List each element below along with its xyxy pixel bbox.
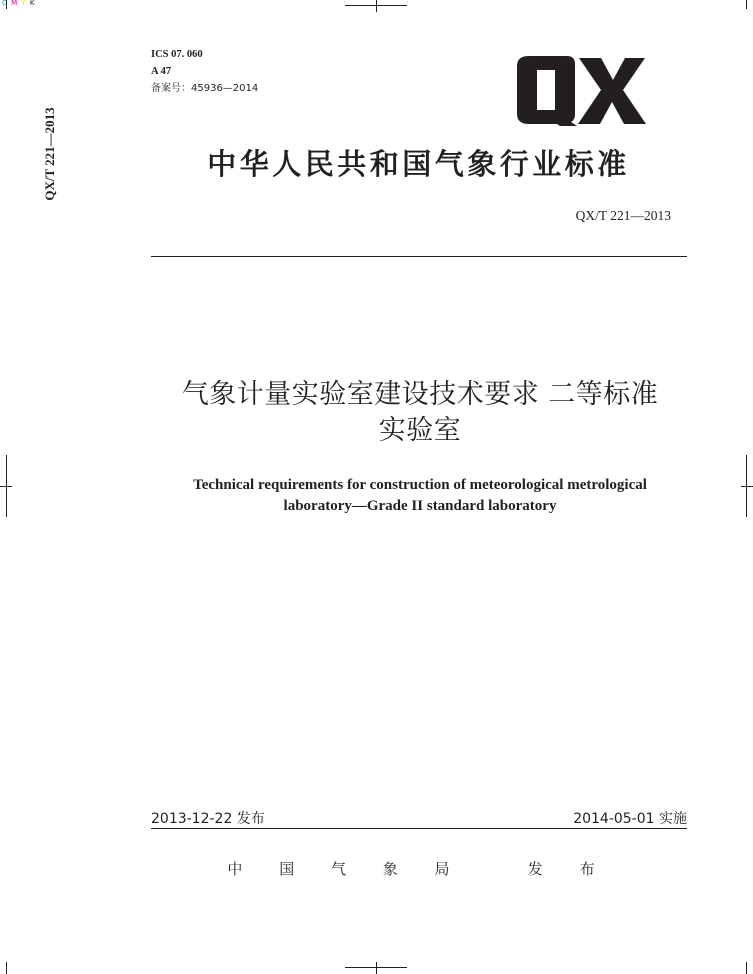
title-en-line1: Technical requirements for construction of meteorological metrological [193, 477, 647, 493]
cmyk-k: K [29, 0, 36, 7]
crop-mark [746, 0, 747, 9]
crop-mark [376, 0, 377, 12]
logo-letter-q [517, 56, 577, 126]
spine-code: QX/T 221—2013 [42, 107, 57, 201]
filing-number: 备案号：45936—2014 [151, 83, 259, 94]
title-cn-line2: 实验室 [378, 415, 462, 446]
ics-code: ICS 07. 060 [151, 49, 203, 60]
cmyk-y: Y [21, 0, 27, 7]
issuer-line: 中 国 气 象 局 发 布 [227, 860, 611, 878]
title-en-line2: laboratory—Grade II standard laboratory [283, 498, 557, 514]
standard-code: QX/T 221—2013 [575, 208, 671, 223]
issue-date: 2013-12-22 发布 [151, 811, 265, 827]
crop-mark [741, 486, 753, 487]
header-divider [151, 256, 687, 257]
footer-divider [151, 828, 687, 829]
logo-letter-x [578, 58, 646, 124]
crop-mark [746, 962, 747, 974]
title-cn-line1: 气象计量实验室建设技术要求 二等标准 [181, 379, 659, 410]
crop-mark [6, 962, 7, 974]
crop-mark [376, 962, 377, 974]
ccs-code: A 47 [151, 66, 172, 77]
issuing-authority-title: 中华人民共和国气象行业标准 [207, 147, 630, 181]
cmyk-c: C [2, 0, 8, 7]
crop-mark [0, 486, 12, 487]
implementation-date: 2014-05-01 实施 [573, 811, 687, 827]
spine-label [36, 96, 64, 212]
qx-logo [515, 56, 647, 126]
cmyk-color-bar [2, 0, 36, 7]
cmyk-m: M [11, 0, 19, 7]
